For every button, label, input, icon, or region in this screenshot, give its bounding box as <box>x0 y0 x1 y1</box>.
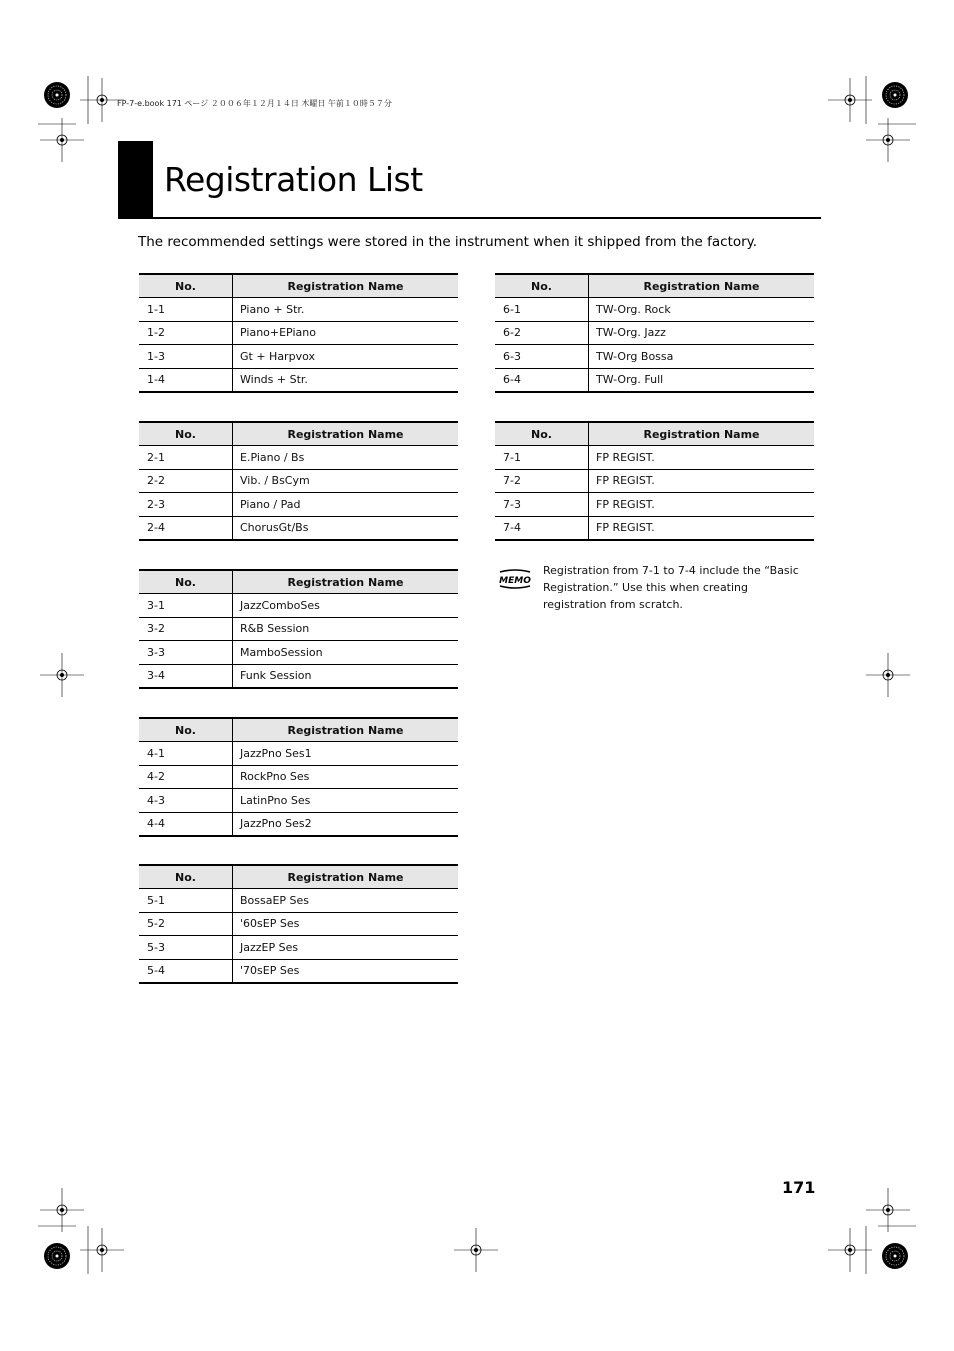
crop-mark-bottom-center <box>454 1228 498 1272</box>
column-header-no: No. <box>495 422 589 446</box>
table-header-row <box>139 422 458 446</box>
registration-no: 3-2 <box>139 617 233 641</box>
table-header-row <box>495 274 814 298</box>
column-header-name: Registration Name <box>233 718 459 742</box>
registration-name: Funk Session <box>233 664 459 688</box>
table-row <box>139 298 458 322</box>
registration-no: 7-1 <box>495 446 589 470</box>
table-row <box>139 765 458 789</box>
table-row <box>139 368 458 392</box>
table-row <box>139 812 458 836</box>
print-header: FP-7-e.book 171 ページ ２００６年１２月１４日 木曜日 午前１０時５７分 <box>117 99 392 108</box>
registration-no: 2-2 <box>139 469 233 493</box>
memo-icon-label: MEMO <box>499 576 531 586</box>
registration-no: 5-2 <box>139 912 233 936</box>
column-header-name: Registration Name <box>589 274 815 298</box>
table-row <box>139 912 458 936</box>
table-row <box>139 641 458 665</box>
registration-name: MamboSession <box>233 641 459 665</box>
registration-name: Gt + Harpvox <box>233 345 459 369</box>
table-row <box>139 469 458 493</box>
registration-table-5 <box>139 864 458 984</box>
registration-table-1 <box>139 273 458 393</box>
table-row <box>139 889 458 913</box>
registration-no: 6-2 <box>495 321 589 345</box>
registration-no: 2-4 <box>139 516 233 540</box>
title-rule <box>118 217 821 219</box>
registration-table-4 <box>139 717 458 837</box>
registration-table-6 <box>495 273 814 393</box>
registration-name: JazzComboSes <box>233 594 459 618</box>
table-row <box>139 959 458 983</box>
registration-no: 7-3 <box>495 493 589 517</box>
column-header-no: No. <box>139 422 233 446</box>
registration-name: Piano+EPiano <box>233 321 459 345</box>
table-header-row <box>139 718 458 742</box>
column-header-name: Registration Name <box>233 865 459 889</box>
crop-mark-top-left <box>38 76 124 162</box>
memo-icon <box>497 568 533 590</box>
column-header-no: No. <box>139 865 233 889</box>
column-header-no: No. <box>139 570 233 594</box>
registration-name: TW-Org. Rock <box>589 298 815 322</box>
table-row <box>139 345 458 369</box>
registration-name: JazzEP Ses <box>233 936 459 960</box>
registration-name: LatinPno Ses <box>233 789 459 813</box>
table-row <box>139 493 458 517</box>
crop-mark-left-middle <box>40 653 84 697</box>
registration-name: TW-Org. Jazz <box>589 321 815 345</box>
registration-name: BossaEP Ses <box>233 889 459 913</box>
table-row <box>495 469 814 493</box>
registration-no: 2-1 <box>139 446 233 470</box>
registration-no: 1-2 <box>139 321 233 345</box>
table-row <box>139 664 458 688</box>
crop-mark-bottom-right <box>828 1188 916 1274</box>
registration-name: TW-Org Bossa <box>589 345 815 369</box>
registration-name: Piano / Pad <box>233 493 459 517</box>
column-header-no: No. <box>139 274 233 298</box>
registration-no: 7-4 <box>495 516 589 540</box>
registration-name: FP REGIST. <box>589 469 815 493</box>
crop-mark-top-right <box>828 76 916 162</box>
registration-no: 4-3 <box>139 789 233 813</box>
intro-paragraph: The recommended settings were stored in the instrument when it shipped from the factory. <box>138 234 758 250</box>
table-row <box>139 742 458 766</box>
registration-name: RockPno Ses <box>233 765 459 789</box>
registration-no: 5-4 <box>139 959 233 983</box>
table-header-row <box>139 570 458 594</box>
table-row <box>495 368 814 392</box>
registration-no: 1-1 <box>139 298 233 322</box>
registration-name: JazzPno Ses2 <box>233 812 459 836</box>
registration-name: R&B Session <box>233 617 459 641</box>
memo-text: Registration from 7-1 to 7-4 include the “Basic Registration.” Use this when creating registration from scratch. <box>543 564 799 611</box>
registration-name: FP REGIST. <box>589 446 815 470</box>
table-header-row <box>139 865 458 889</box>
registration-no: 2-3 <box>139 493 233 517</box>
table-row <box>139 789 458 813</box>
table-row <box>139 516 458 540</box>
registration-no: 7-2 <box>495 469 589 493</box>
registration-no: 3-4 <box>139 664 233 688</box>
registration-name: FP REGIST. <box>589 493 815 517</box>
table-header-row <box>139 274 458 298</box>
page-title: Registration List <box>164 160 423 199</box>
table-row <box>495 321 814 345</box>
title-bar-block <box>118 141 153 218</box>
registration-no: 5-3 <box>139 936 233 960</box>
table-header-row <box>495 422 814 446</box>
table-row <box>139 446 458 470</box>
registration-name: FP REGIST. <box>589 516 815 540</box>
registration-no: 6-1 <box>495 298 589 322</box>
column-header-name: Registration Name <box>233 274 459 298</box>
registration-name: ChorusGt/Bs <box>233 516 459 540</box>
registration-name: Piano + Str. <box>233 298 459 322</box>
registration-name: Vib. / BsCym <box>233 469 459 493</box>
registration-no: 1-4 <box>139 368 233 392</box>
table-row <box>495 446 814 470</box>
registration-table-7 <box>495 421 814 541</box>
table-row <box>139 321 458 345</box>
column-header-name: Registration Name <box>233 570 459 594</box>
registration-no: 3-1 <box>139 594 233 618</box>
registration-name: '70sEP Ses <box>233 959 459 983</box>
registration-no: 3-3 <box>139 641 233 665</box>
registration-name: TW-Org. Full <box>589 368 815 392</box>
registration-table-2 <box>139 421 458 541</box>
registration-no: 6-4 <box>495 368 589 392</box>
registration-no: 1-3 <box>139 345 233 369</box>
registration-table-3 <box>139 569 458 689</box>
registration-name: E.Piano / Bs <box>233 446 459 470</box>
table-row <box>495 345 814 369</box>
column-header-name: Registration Name <box>589 422 815 446</box>
registration-name: Winds + Str. <box>233 368 459 392</box>
column-header-no: No. <box>139 718 233 742</box>
registration-name: '60sEP Ses <box>233 912 459 936</box>
table-row <box>139 617 458 641</box>
column-header-no: No. <box>495 274 589 298</box>
column-header-name: Registration Name <box>233 422 459 446</box>
registration-no: 5-1 <box>139 889 233 913</box>
crop-mark-right-middle <box>866 653 910 697</box>
table-row <box>495 516 814 540</box>
table-row <box>139 936 458 960</box>
registration-no: 4-1 <box>139 742 233 766</box>
registration-no: 6-3 <box>495 345 589 369</box>
table-row <box>495 493 814 517</box>
table-row <box>139 594 458 618</box>
table-row <box>495 298 814 322</box>
page-number: 171 <box>782 1178 816 1197</box>
crop-mark-bottom-left <box>38 1188 124 1274</box>
registration-name: JazzPno Ses1 <box>233 742 459 766</box>
registration-no: 4-2 <box>139 765 233 789</box>
registration-no: 4-4 <box>139 812 233 836</box>
